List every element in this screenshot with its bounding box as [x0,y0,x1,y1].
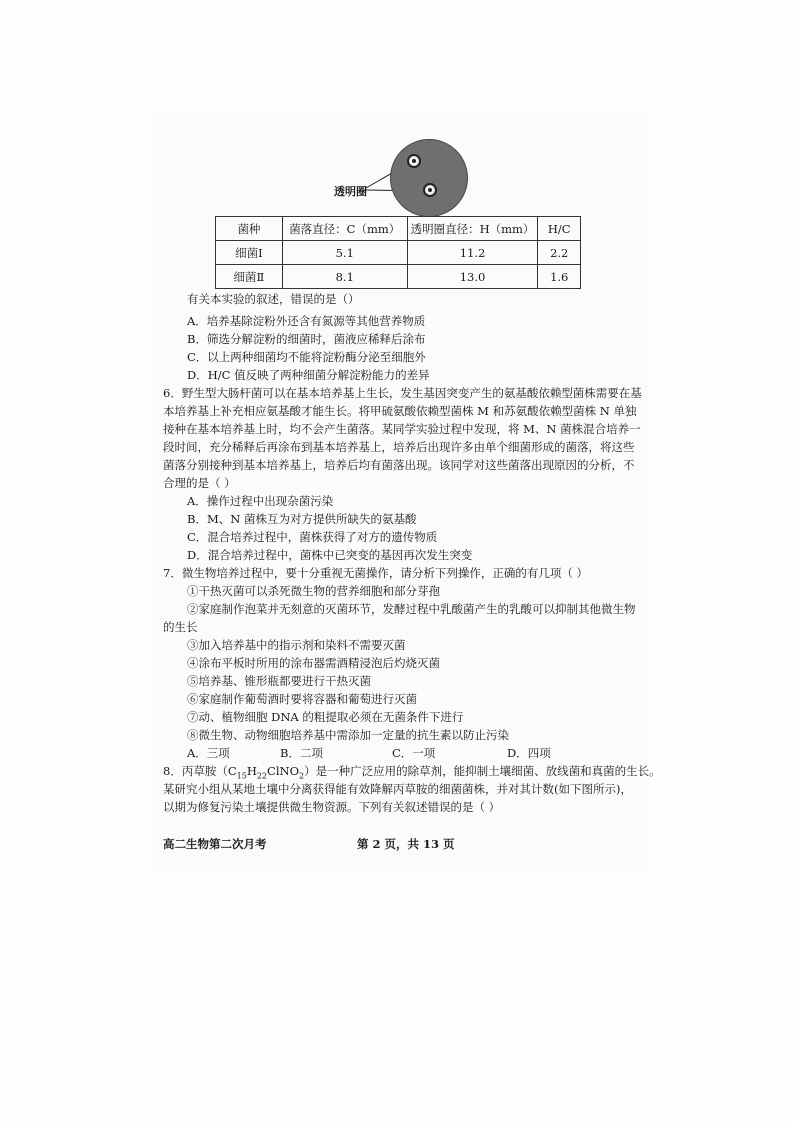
q7-option-b: B．二项 [280,746,323,760]
q6-stem-line: 合理的是（ ） [163,476,236,490]
q6-stem-line: 6．野生型大肠杆菌可以在基本培养基上生长，发生基因突变产生的氨基酸依赖型菌株需要在基 [163,386,642,400]
q5-option-a: A．培养基除淀粉外还含有氮源等其他营养物质 [187,314,426,328]
q6-option-a: A．操作过程中出现杂菌污染 [187,494,334,508]
q6-stem-line: 段时间，充分稀释后再涂布到基本培养基上，培养后出现许多由单个细菌形成的菌落，将这些 [163,440,635,454]
q8-text: 8．丙草胺（C [163,764,237,778]
q8-text: H [246,764,257,778]
clear-zone-label: 透明圈 [334,185,367,198]
colony-with-clear-zone [407,154,421,168]
q7-item: ①干热灭菌可以杀死微生物的营养细胞和部分芽孢 [187,584,440,598]
petri-dish [390,139,468,217]
q7-item: ⑥家庭制作葡萄酒时要将容器和葡萄进行灭菌 [187,692,417,706]
q5-stem: 有关本实验的叙述，错误的是（） [187,292,360,306]
table-header-cell: H/C [538,217,581,241]
q6-stem-line: 接种在基本培养基上时，均不会产生菌落。某同学实验过程中发现，将 M、N 菌株混合培养一 [163,422,641,436]
q8-text: ）是一种广泛应用的除草剂，能抑制土壤细菌、放线菌和真菌的生长。 [304,764,661,778]
q7-option-a: A．三项 [187,746,230,760]
table-cell: 13.0 [407,265,538,289]
q8-stem-line-3: 以期为修复污染土壤提供微生物资源。下列有关叙述错误的是（ ） [163,800,501,814]
q7-stem: 7．微生物培养过程中，要十分重视无菌操作，请分析下列操作，正确的有几项（ ） [163,566,588,580]
table-header-cell: 菌种 [216,217,283,241]
footer-exam-title: 高二生物第二次月考 [163,837,267,851]
q7-item: 的生长 [163,620,198,634]
q5-option-c: C．以上两种细菌均不能将淀粉酶分泌至细胞外 [187,350,426,364]
q6-option-b: B．M、N 菌株互为对方提供所缺失的氨基酸 [187,512,417,526]
table-row [216,241,581,265]
table-cell: 1.6 [538,265,581,289]
table-header-cell: 透明圈直径：H（mm） [407,217,538,241]
q6-stem-line: 菌落分别接种到基本培养基上，培养后均有菌落出现。该同学对这些菌落出现原因的分析，不 [163,458,635,472]
q7-option-c: C．一项 [392,746,436,760]
q6-option-d: D．混合培养过程中，菌株中已突变的基因再次发生突变 [187,548,473,562]
q5-option-d: D．H/C 值反映了两种细菌分解淀粉能力的差异 [187,368,430,382]
q6-option-c: C．混合培养过程中，菌株获得了对方的遗传物质 [187,530,438,544]
q7-item: ⑤培养基、锥形瓶都要进行干热灭菌 [187,674,371,688]
q5-option-b: B．筛选分解淀粉的细菌时，菌液应稀释后涂布 [187,332,426,346]
q7-item: ②家庭制作泡菜并无刻意的灭菌环节，发酵过程中乳酸菌产生的乳酸可以抑制其他微生物 [187,602,636,616]
colony-with-clear-zone [423,183,437,197]
table-cell: 细菌Ⅰ [216,241,283,265]
table-cell: 8.1 [282,265,407,289]
table-header-cell: 菌落直径：C（mm） [282,217,407,241]
q8-subscript: 15 [236,771,247,781]
q7-option-d: D．四项 [507,746,551,760]
q7-item: ⑦动、植物细胞 DNA 的粗提取必须在无菌条件下进行 [187,710,464,724]
footer-page-number: 第 2 页，共 13 页 [357,837,455,851]
q7-item: ④涂布平板时所用的涂布器需酒精浸泡后灼烧灭菌 [187,656,440,670]
table-cell: 2.2 [538,241,581,265]
q8-stem-line-2: 某研究小组从某地土壤中分离获得能有效降解丙草胺的细菌菌株，并对其计数(如下图所示)， [163,782,632,796]
q8-subscript: 2 [299,771,305,781]
q8-subscript: 22 [256,771,268,781]
table-cell: 5.1 [282,241,407,265]
table-header-row [216,217,581,241]
bacteria-data-table [215,216,581,289]
q7-item: ⑧微生物、动物细胞培养基中需添加一定量的抗生素以防止污染 [187,728,509,742]
petri-dish-figure [330,135,470,215]
table-row [216,265,581,289]
table-cell: 11.2 [407,241,538,265]
q8-text: ClNO [267,764,299,778]
q6-stem-line: 本培养基上补充相应氨基酸才能生长。将甲硫氨酸依赖型菌株 M 和苏氨酸依赖型菌株 N 单独 [163,404,637,418]
q7-item: ③加入培养基中的指示剂和染料不需要灭菌 [187,638,406,652]
table-cell: 细菌Ⅱ [216,265,283,289]
